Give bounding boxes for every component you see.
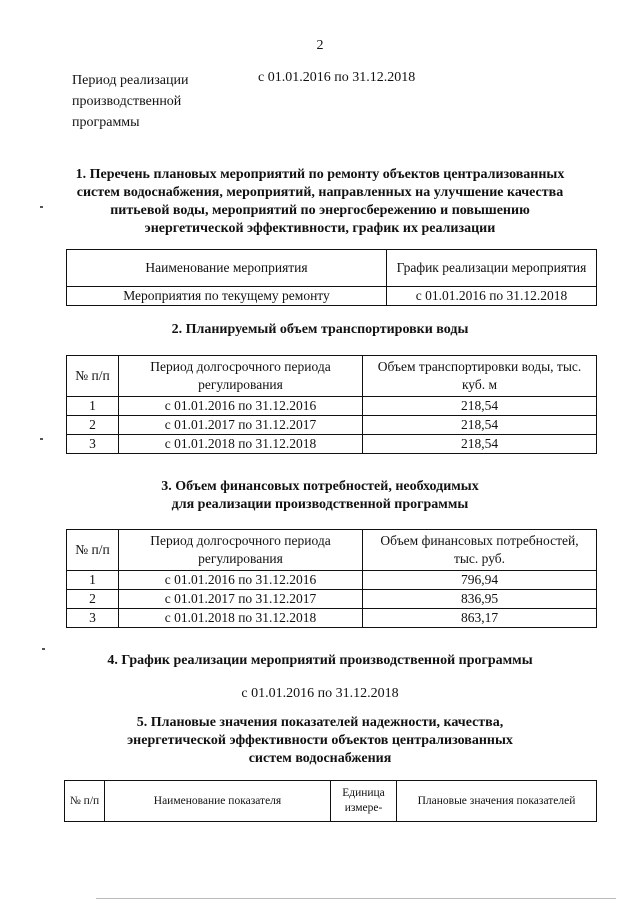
- table-cell: с 01.01.2016 по 31.12.2016: [119, 571, 363, 590]
- table-row: [67, 609, 597, 628]
- table-header-cell: Наименование показателя: [105, 781, 331, 822]
- table-cell: 218,54: [363, 435, 597, 454]
- table-cell: 863,17: [363, 609, 597, 628]
- table-header-cell: № п/п: [65, 781, 105, 822]
- table-header-row: [67, 530, 597, 571]
- table-cell: 3: [67, 435, 119, 454]
- table-cell: 1: [67, 397, 119, 416]
- table-row: [67, 416, 597, 435]
- table-header-cell: Наименование мероприятия: [67, 250, 387, 287]
- table-cell: 796,94: [363, 571, 597, 590]
- section5-title: 5. Плановые значения показателей надежности, качества, энергетической эффективности объектов централизованных систем водоснабжения: [127, 715, 513, 766]
- table-header-cell: № п/п: [67, 530, 119, 571]
- table-header-cell: Объем транспортировки воды, тыс. куб. м: [363, 356, 597, 397]
- table-header-cell: Период долгосрочного периода регулирования: [119, 356, 363, 397]
- table-header-cell: Период долгосрочного периода регулирования: [119, 530, 363, 571]
- table-cell: 836,95: [363, 590, 597, 609]
- page-number: 2: [316, 38, 324, 53]
- section2-title: 2. Планируемый объем транспортировки воды: [171, 322, 469, 337]
- table-row: [67, 435, 597, 454]
- table-cell: 2: [67, 590, 119, 609]
- table-header-cell: Единица измере-: [331, 781, 397, 822]
- table-cell: 2: [67, 416, 119, 435]
- table-cell: Мероприятия по текущему ремонту: [67, 287, 387, 306]
- scan-mark: [40, 438, 43, 440]
- table-header-cell: № п/п: [67, 356, 119, 397]
- table-cell: с 01.01.2017 по 31.12.2017: [119, 590, 363, 609]
- period-value: с 01.01.2016 по 31.12.2018: [258, 70, 416, 85]
- section1-title: 1. Перечень плановых мероприятий по ремонту объектов централизованных систем водоснабжения, мероприятий, направленных на улучшение качества питьевой воды, мероприятий по энергосбережению и повышению энергетической эффективности, график их реализации: [75, 167, 565, 236]
- scan-edge-line: [96, 898, 616, 899]
- table-row: [67, 287, 597, 306]
- table-cell: с 01.01.2018 по 31.12.2018: [119, 609, 363, 628]
- period-label: Период реализации производственной программы: [72, 73, 189, 130]
- table-cell: с 01.01.2016 по 31.12.2016: [119, 397, 363, 416]
- section1-table: [66, 249, 597, 306]
- table-header-cell: Объем финансовых потребностей, тыс. руб.: [363, 530, 597, 571]
- table-header-cell: График реализации мероприятия: [387, 250, 597, 287]
- scan-mark: [42, 648, 45, 650]
- table-header-row: [67, 250, 597, 287]
- table-cell: с 01.01.2018 по 31.12.2018: [119, 435, 363, 454]
- table-cell: с 01.01.2016 по 31.12.2018: [387, 287, 597, 306]
- table-cell: 218,54: [363, 397, 597, 416]
- section2-table: [66, 355, 597, 454]
- scan-mark: [40, 206, 43, 208]
- table-row: [67, 397, 597, 416]
- table-row: [67, 571, 597, 590]
- section4-period: с 01.01.2016 по 31.12.2018: [241, 686, 399, 701]
- table-row: [67, 590, 597, 609]
- table-header-row: [67, 356, 597, 397]
- table-header-cell: Плановые значения показателей: [397, 781, 597, 822]
- section5-table: [64, 780, 597, 822]
- table-header-row: [65, 781, 597, 822]
- section3-title: 3. Объем финансовых потребностей, необходимых для реализации производственной программы: [161, 479, 479, 512]
- section4-title: 4. График реализации мероприятий производственной программы: [107, 653, 533, 668]
- table-cell: 1: [67, 571, 119, 590]
- table-cell: 218,54: [363, 416, 597, 435]
- section3-table: [66, 529, 597, 628]
- table-cell: с 01.01.2017 по 31.12.2017: [119, 416, 363, 435]
- table-cell: 3: [67, 609, 119, 628]
